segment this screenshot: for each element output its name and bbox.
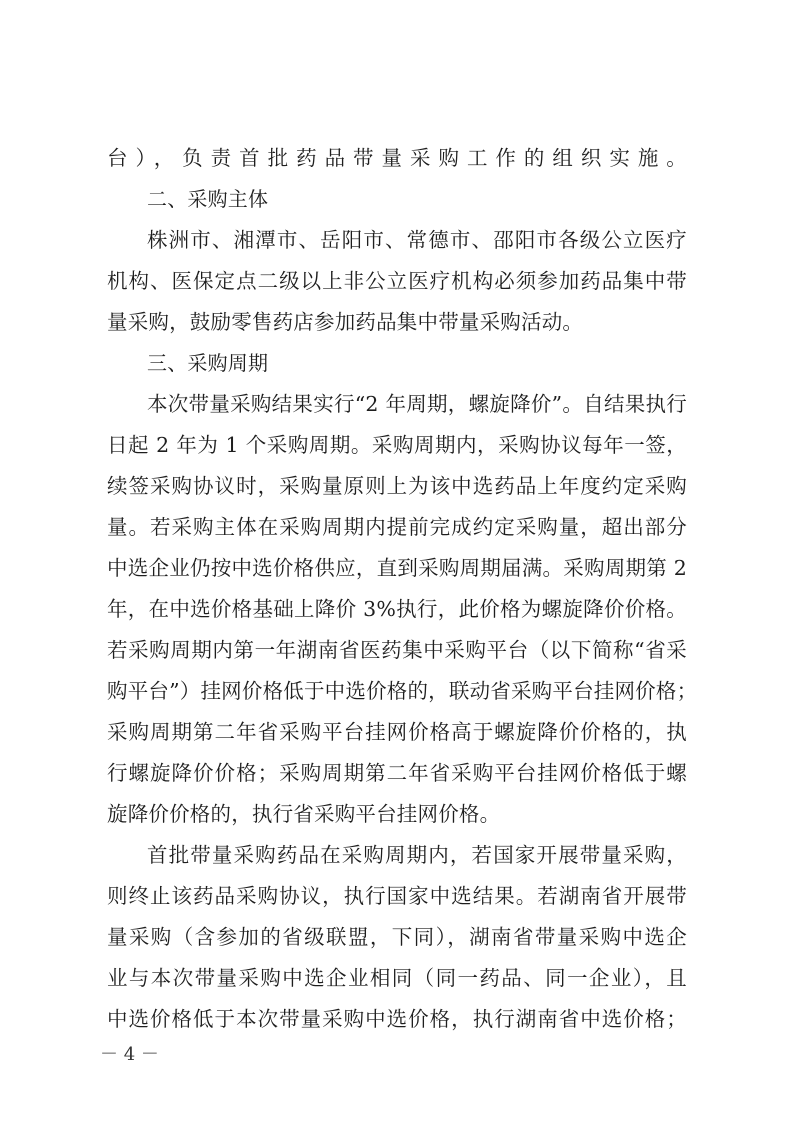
paragraph-line: 量。若采购主体在采购周期内提前完成约定采购量，超出部分: [107, 515, 687, 539]
paragraph-line: 量采购，鼓励零售药店参加药品集中带量采购活动。: [107, 310, 584, 334]
paragraph-line: 则终止该药品采购协议，执行国家中选结果。若湖南省开展带: [107, 884, 687, 908]
paragraph-line: 续签采购协议时，采购量原则上为该中选药品上年度约定采购: [107, 474, 687, 498]
paragraph-line: 年，在中选价格基础上降价 3%执行，此价格为螺旋降价价格。: [107, 597, 687, 621]
paragraph-line: 行螺旋降价价格；采购周期第二年省采购平台挂网价格低于螺: [107, 761, 687, 785]
paragraph-line: 中选企业仍按中选价格供应，直到采购周期届满。采购周期第 2: [107, 556, 687, 580]
section-heading-purchasing-subject: 二、采购主体: [147, 187, 269, 211]
paragraph-line: 旋降价价格的，执行省采购平台挂网价格。: [107, 802, 501, 826]
paragraph-line: 机构、医保定点二级以上非公立医疗机构必须参加药品集中带: [107, 269, 687, 293]
paragraph-line: 量采购（含参加的省级联盟，下同），湖南省带量采购中选企: [107, 925, 687, 949]
section-heading-purchasing-cycle: 三、采购周期: [147, 351, 269, 375]
paragraph-line: 中选价格低于本次带量采购中选价格，执行湖南省中选价格；: [107, 1007, 687, 1031]
page-number: － 4 －: [100, 1044, 159, 1065]
paragraph-line: 日起 2 年为 1 个采购周期。采购周期内，采购协议每年一签，: [107, 433, 687, 457]
paragraph-line: 本次带量采购结果实行“2 年周期，螺旋降价”。自结果执行: [147, 392, 687, 416]
paragraph-line: 购平台”）挂网价格低于中选价格的，联动省采购平台挂网价格；: [107, 679, 698, 703]
paragraph-line: 业与本次带量采购中选企业相同（同一药品、同一企业），且: [107, 966, 687, 990]
paragraph-line: 首批带量采购药品在采购周期内，若国家开展带量采购，: [147, 843, 687, 867]
paragraph-line: 若采购周期内第一年湖南省医药集中采购平台（以下简称“省采: [107, 638, 687, 662]
paragraph-line: 株洲市、湘潭市、岳阳市、常德市、邵阳市各级公立医疗: [147, 228, 687, 252]
continuation-line: 台），负责首批药品带量采购工作的组织实施。: [107, 146, 687, 170]
paragraph-line: 采购周期第二年省采购平台挂网价格高于螺旋降价价格的，执: [107, 720, 687, 744]
